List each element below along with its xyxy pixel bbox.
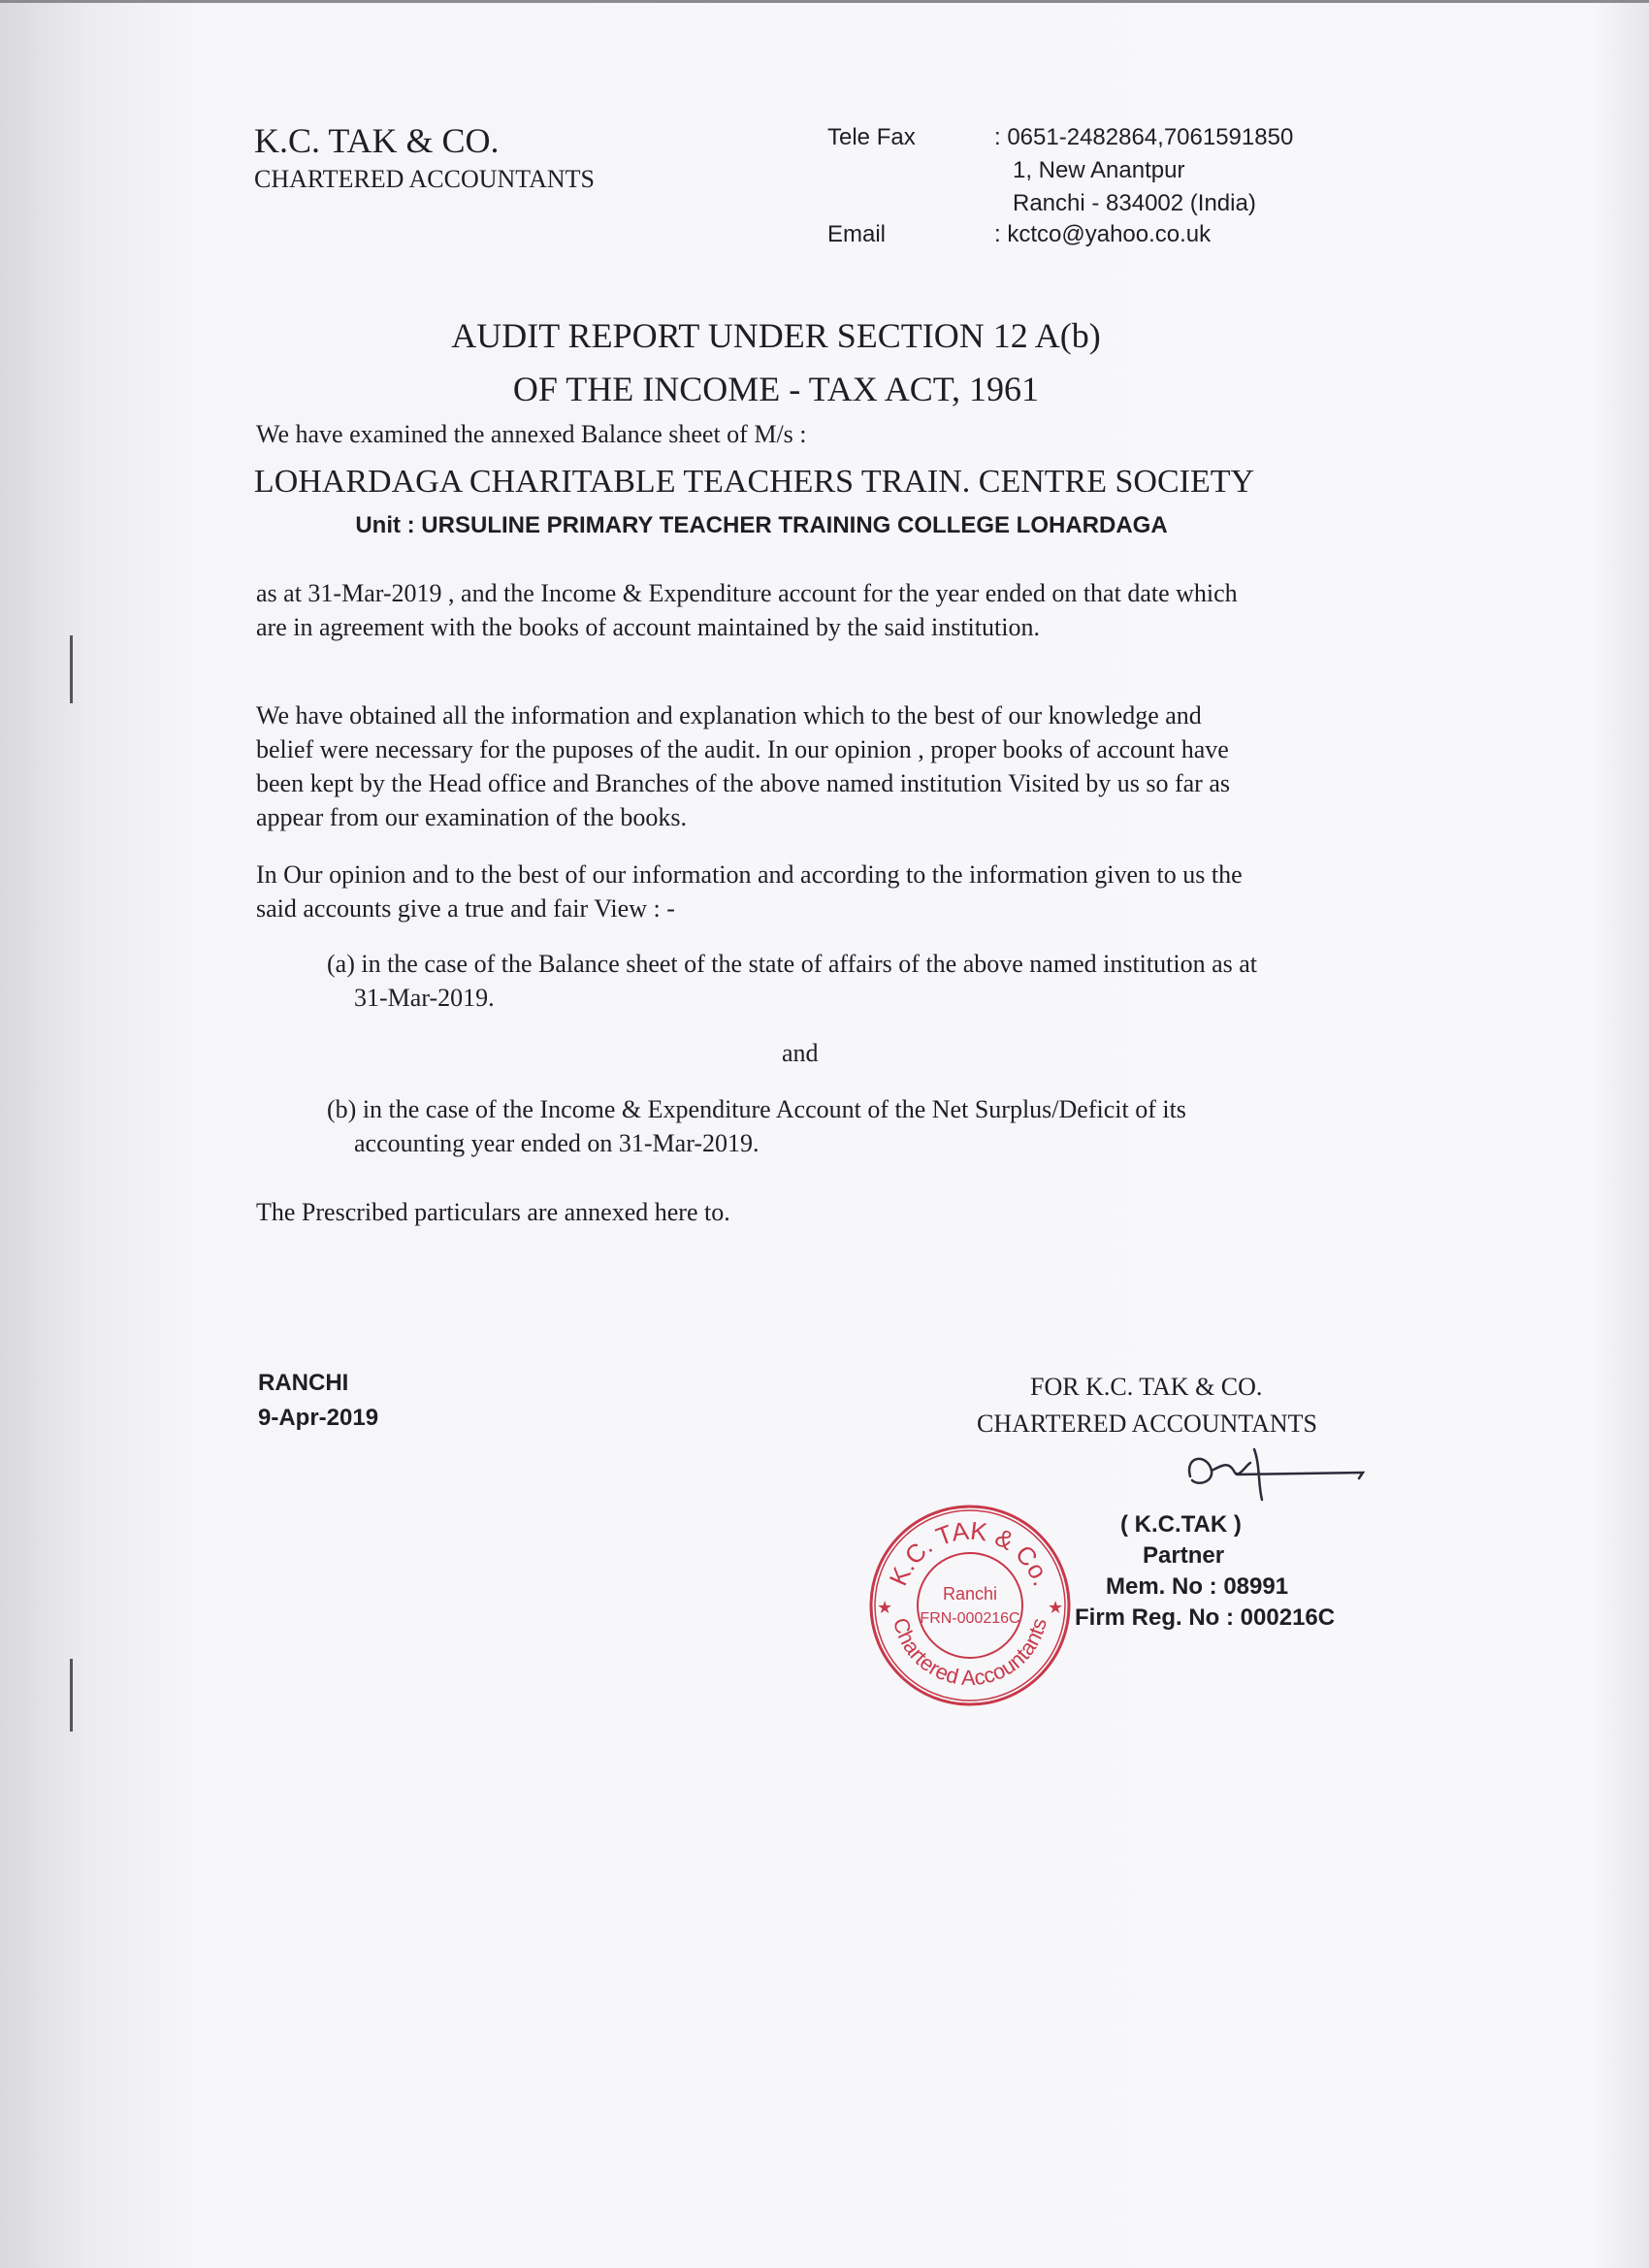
signatory-role: Partner	[1143, 1542, 1225, 1569]
report-title-line-1: AUDIT REPORT UNDER SECTION 12 A(b)	[451, 316, 1101, 355]
svg-text:Chartered Accountants: Chartered Accountants	[888, 1615, 1051, 1691]
paragraph-balance-sheet: as at 31-Mar-2019 , and the Income & Expenditure account for the year ended on that date which are in agreement with the books of account maintained by the said institution.	[256, 579, 1238, 641]
and-text: and	[782, 1039, 819, 1067]
email-value: : kctco@yahoo.co.uk	[994, 221, 1212, 247]
item-a: (a) in the case of the Balance sheet of the state of affairs of the above named institution as at 31-Mar-2019.	[327, 950, 1257, 1012]
svg-text:K.C. TAK & Co.: K.C. TAK & Co.	[883, 1515, 1057, 1590]
tele-value: : 0651-2482864,7061591850	[994, 124, 1294, 150]
paragraph-information: We have obtained all the information and explanation which to the best of our knowledge and belief were necessary for the puposes of the audit. In our opinion , proper books of account have been kept by the Head office and Branches of the above named institution Visited by us so far as appear from our examination of the books.	[256, 701, 1230, 831]
firm-seal-stamp	[863, 1499, 1077, 1712]
item-b: (b) in the case of the Income & Expenditure Account of the Net Surplus/Deficit of its accounting year ended on 31-Mar-2019.	[327, 1095, 1186, 1157]
date: 9-Apr-2019	[258, 1405, 379, 1431]
tele-label: Tele Fax	[827, 124, 916, 150]
signature	[1179, 1436, 1373, 1513]
unit-name: Unit : URSULINE PRIMARY TEACHER TRAINING COLLEGE LOHARDAGA	[355, 512, 1168, 538]
firm-subtitle: CHARTERED ACCOUNTANTS	[254, 165, 595, 193]
binder-mark	[70, 635, 73, 703]
intro-text: We have examined the annexed Balance sheet of M/s :	[256, 420, 807, 448]
society-name: LOHARDAGA CHARITABLE TEACHERS TRAIN. CENTRE SOCIETY	[253, 464, 1255, 500]
svg-text:Ranchi: Ranchi	[942, 1584, 998, 1604]
svg-text:★: ★	[1048, 1598, 1064, 1618]
signatory-name: ( K.C.TAK )	[1120, 1511, 1242, 1538]
svg-text:FRN-000216C: FRN-000216C	[920, 1610, 1020, 1627]
for-firm: FOR K.C. TAK & CO.	[1030, 1373, 1263, 1401]
svg-text:★: ★	[877, 1598, 893, 1618]
firm-name: K.C. TAK & CO.	[254, 121, 500, 160]
for-firm-subtitle: CHARTERED ACCOUNTANTS	[977, 1409, 1317, 1438]
email-label: Email	[827, 221, 887, 247]
address-line-2: Ranchi - 834002 (India)	[1013, 190, 1256, 216]
report-title-line-2: OF THE INCOME - TAX ACT, 1961	[512, 370, 1040, 408]
closing-text: The Prescribed particulars are annexed here to.	[256, 1198, 730, 1226]
binder-mark	[70, 1659, 73, 1732]
address-line-1: 1, New Anantpur	[1013, 157, 1185, 183]
membership-number: Mem. No : 08991	[1106, 1573, 1289, 1600]
place: RANCHI	[258, 1370, 349, 1396]
page-edge-line	[0, 0, 1649, 3]
paragraph-opinion: In Our opinion and to the best of our information and according to the information given to us the said accounts give a true and fair View : -	[256, 860, 1243, 923]
firm-registration-number: Firm Reg. No : 000216C	[1075, 1604, 1336, 1631]
